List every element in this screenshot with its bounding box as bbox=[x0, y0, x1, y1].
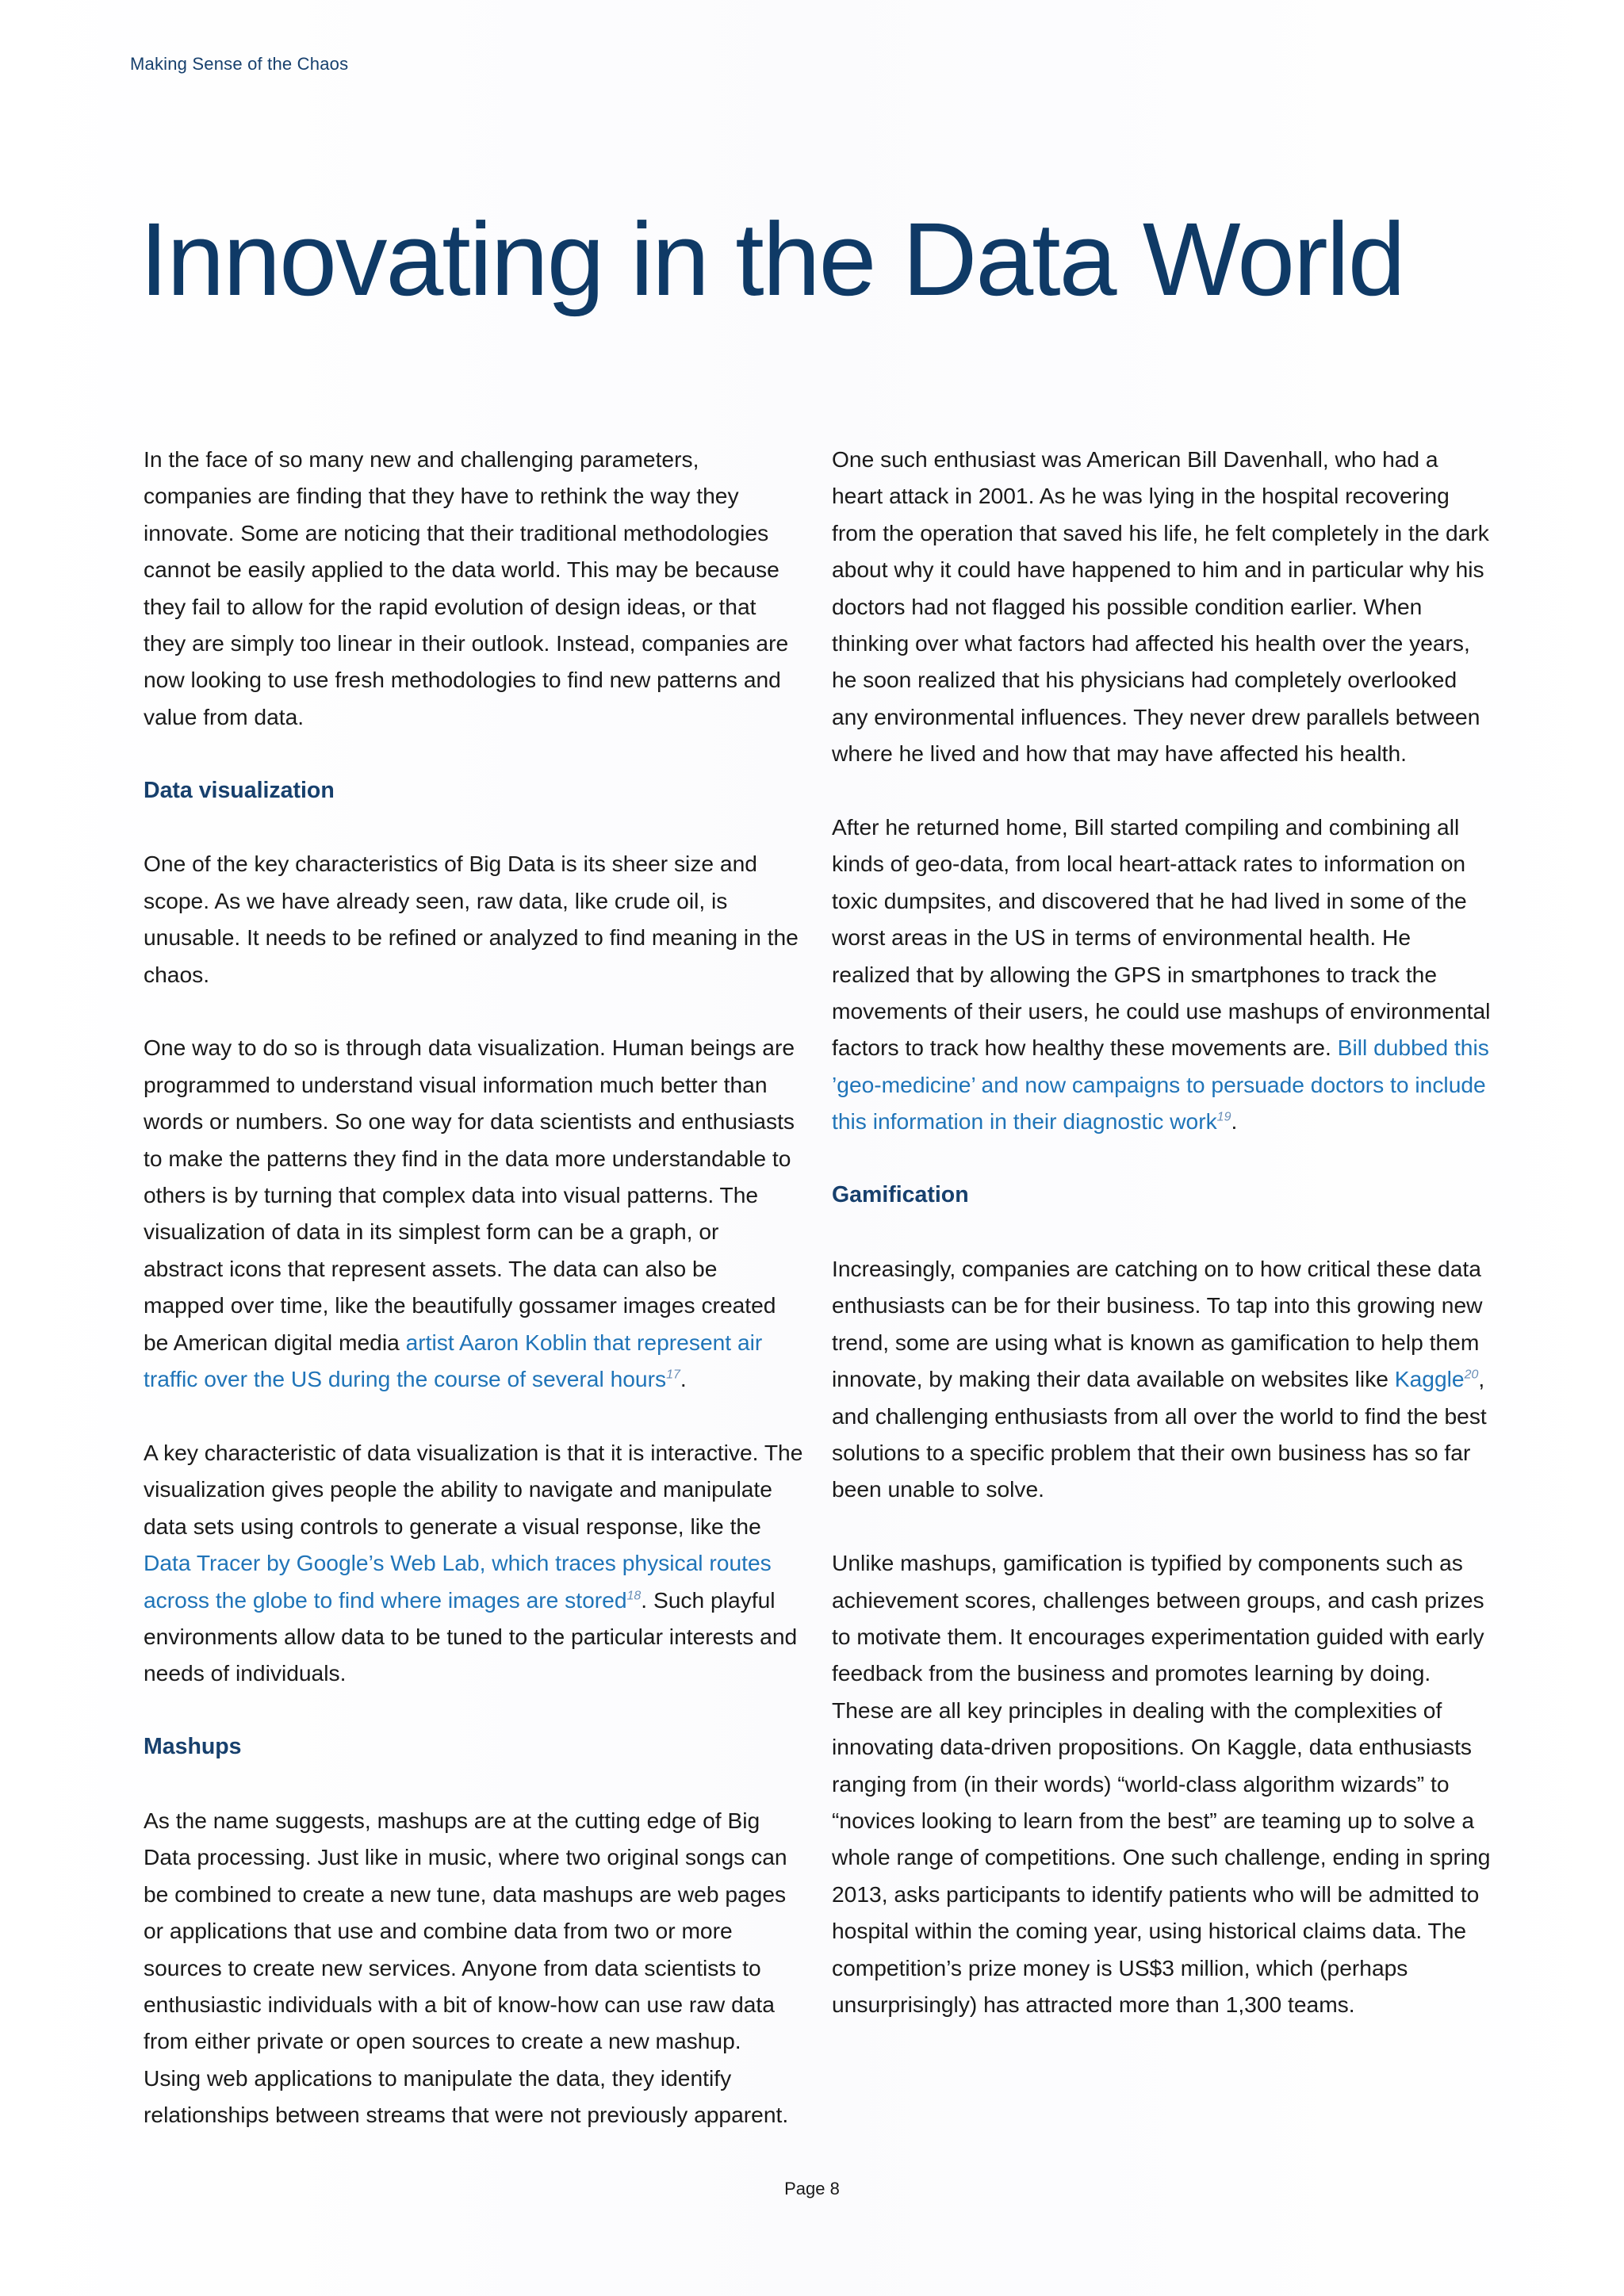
paragraph-text-end: , and challenging enthusiasts from all over the world to find the best solutions to a specific problem that their own business has so far been unable to solve. bbox=[832, 1366, 1487, 1502]
running-header: Making Sense of the Chaos bbox=[130, 54, 349, 74]
link-text[interactable]: Data Tracer by Google’s Web Lab, which traces physical routes across the globe to find where images are stored bbox=[144, 1550, 772, 1613]
visualization-paragraph-2 bbox=[144, 1029, 803, 1397]
footnote-ref-17: 17 bbox=[666, 1368, 680, 1382]
left-column bbox=[144, 441, 803, 2170]
right-column bbox=[832, 441, 1492, 2060]
section-heading-data-visualization: Data visualization bbox=[144, 777, 335, 803]
davenhall-paragraph-1: One such enthusiast was American Bill Davenhall, who had a heart attack in 2001. As he was lying in the hospital recovering from the operation that saved his life, he felt completely in the dark about why it could have happened to him and in particular why his doctors had not flagged his possible condition earlier. When thinking over what factors had affected his health over the years, he soon realized that his physicians had completely overlooked any environmental influences. They never drew parallels between where he lived and how that may have affected his health. bbox=[832, 446, 1489, 767]
footnote-ref-19: 19 bbox=[1216, 1110, 1231, 1124]
kaggle-link[interactable] bbox=[1395, 1366, 1479, 1391]
section-heading-mashups: Mashups bbox=[144, 1734, 242, 1760]
section-heading-gamification: Gamification bbox=[832, 1182, 969, 1208]
paragraph-text: After he returned home, Bill started compiling and combining all kinds of geo-data, from local heart-attack rates to information on toxic dumpsites, and discovered that he had lived in some of the worst areas in the US in terms of environmental health. He realized that by allowing the GPS in smartphones to track the movements of their users, he could use mashups of environmental factors to track how healthy these movements are. bbox=[832, 814, 1491, 1061]
paragraph-text: A key characteristic of data visualization is that it is interactive. The visualization gives people the ability to navigate and manipulate data sets using controls to generate a visual response, like the bbox=[144, 1439, 803, 1539]
mashups-paragraph-1: As the name suggests, mashups are at the cutting edge of Big Data processing. Just like in music, where two original songs can be combined to create a new tune, data mashups are web pages or applications that use and combine data from two or more sources to create new services. Anyone from data scientists to enthusiastic individuals with a bit of know-how can use raw data from either private or open sources to create a new mashup. Using web applications to manipulate the data, they identify relationships between streams that were not previously apparent. bbox=[144, 1807, 789, 2128]
link-text[interactable]: Bill dubbed this ’geo-medicine’ and now campaigns to persuade doctors to include this information in their diagnostic work bbox=[832, 1035, 1489, 1135]
intro-paragraph: In the face of so many new and challenging parameters, companies are finding that they have to rethink the way they innovate. Some are noticing that their traditional methodologies cannot be easily applied to the data world. This may be because they fail to allow for the rapid evolution of design ideas, or that they are simply too linear in their outlook. Instead, companies are now looking to use fresh methodologies to find new patterns and value from data. bbox=[144, 446, 789, 729]
visualization-paragraph-3 bbox=[144, 1434, 803, 1692]
footnote-ref-20: 20 bbox=[1464, 1368, 1479, 1382]
paragraph-text: One way to do so is through data visualization. Human beings are programmed to understand visual information much better than words or numbers. So one way for data scientists and enthusiasts to make the patterns they find in the data more understandable to others is by turning that complex data into visual patterns. The visualization of data in its simplest form can be a graph, or abstract icons that represent assets. The data can also be mapped over time, like the beautifully gossamer images created be American digital media bbox=[144, 1035, 795, 1355]
paragraph-text-end: . Such playful environments allow data to be tuned to the particular interests and needs of individuals. bbox=[144, 1586, 798, 1686]
davenhall-paragraph-2 bbox=[832, 809, 1492, 1140]
link-text[interactable]: artist Aaron Koblin that represent air traffic over the US during the course of several hours bbox=[144, 1329, 763, 1392]
page-title: Innovating in the Data World bbox=[140, 201, 1404, 317]
link-text[interactable]: Kaggle bbox=[1394, 1366, 1465, 1392]
visualization-paragraph-1: One of the key characteristics of Big Data is its sheer size and scope. As we have already seen, raw data, like crude oil, is unusable. It needs to be refined or analyzed to find meaning in the chaos. bbox=[144, 851, 799, 987]
footnote-ref-18: 18 bbox=[626, 1589, 642, 1603]
page-number: Page 8 bbox=[784, 2179, 840, 2198]
paragraph-text: Increasingly, companies are catching on to how critical these data enthusiasts can be for their business. To tap into this growing new trend, some are using what is known as gamification to help them innovate, by making their data available on websites like bbox=[832, 1255, 1483, 1392]
gamification-paragraph-2: Unlike mashups, gamification is typified by components such as achievement scores, challenges between groups, and cash prizes to motivate them. It encourages experimentation guided with early feedback from the business and promotes learning by doing. These are all key principles in dealing with the complexities of innovating data-driven propositions. On Kaggle, data enthusiasts ranging from (in their words) “world-class algorithm wizards” to “novices looking to learn from the best” are teaming up to solve a whole range of competitions. One such challenge, ending in spring 2013, asks participants to identify patients who will be admitted to hospital within the coming year, using historical claims data. The competition’s prize money is US$3 million, which (perhaps unsurprisingly) has attracted more than 1,300 teams. bbox=[832, 1550, 1491, 2017]
paragraph-text-end: . bbox=[680, 1366, 687, 1392]
gamification-paragraph-1 bbox=[832, 1250, 1492, 1508]
paragraph-text-end: . bbox=[1231, 1108, 1238, 1135]
